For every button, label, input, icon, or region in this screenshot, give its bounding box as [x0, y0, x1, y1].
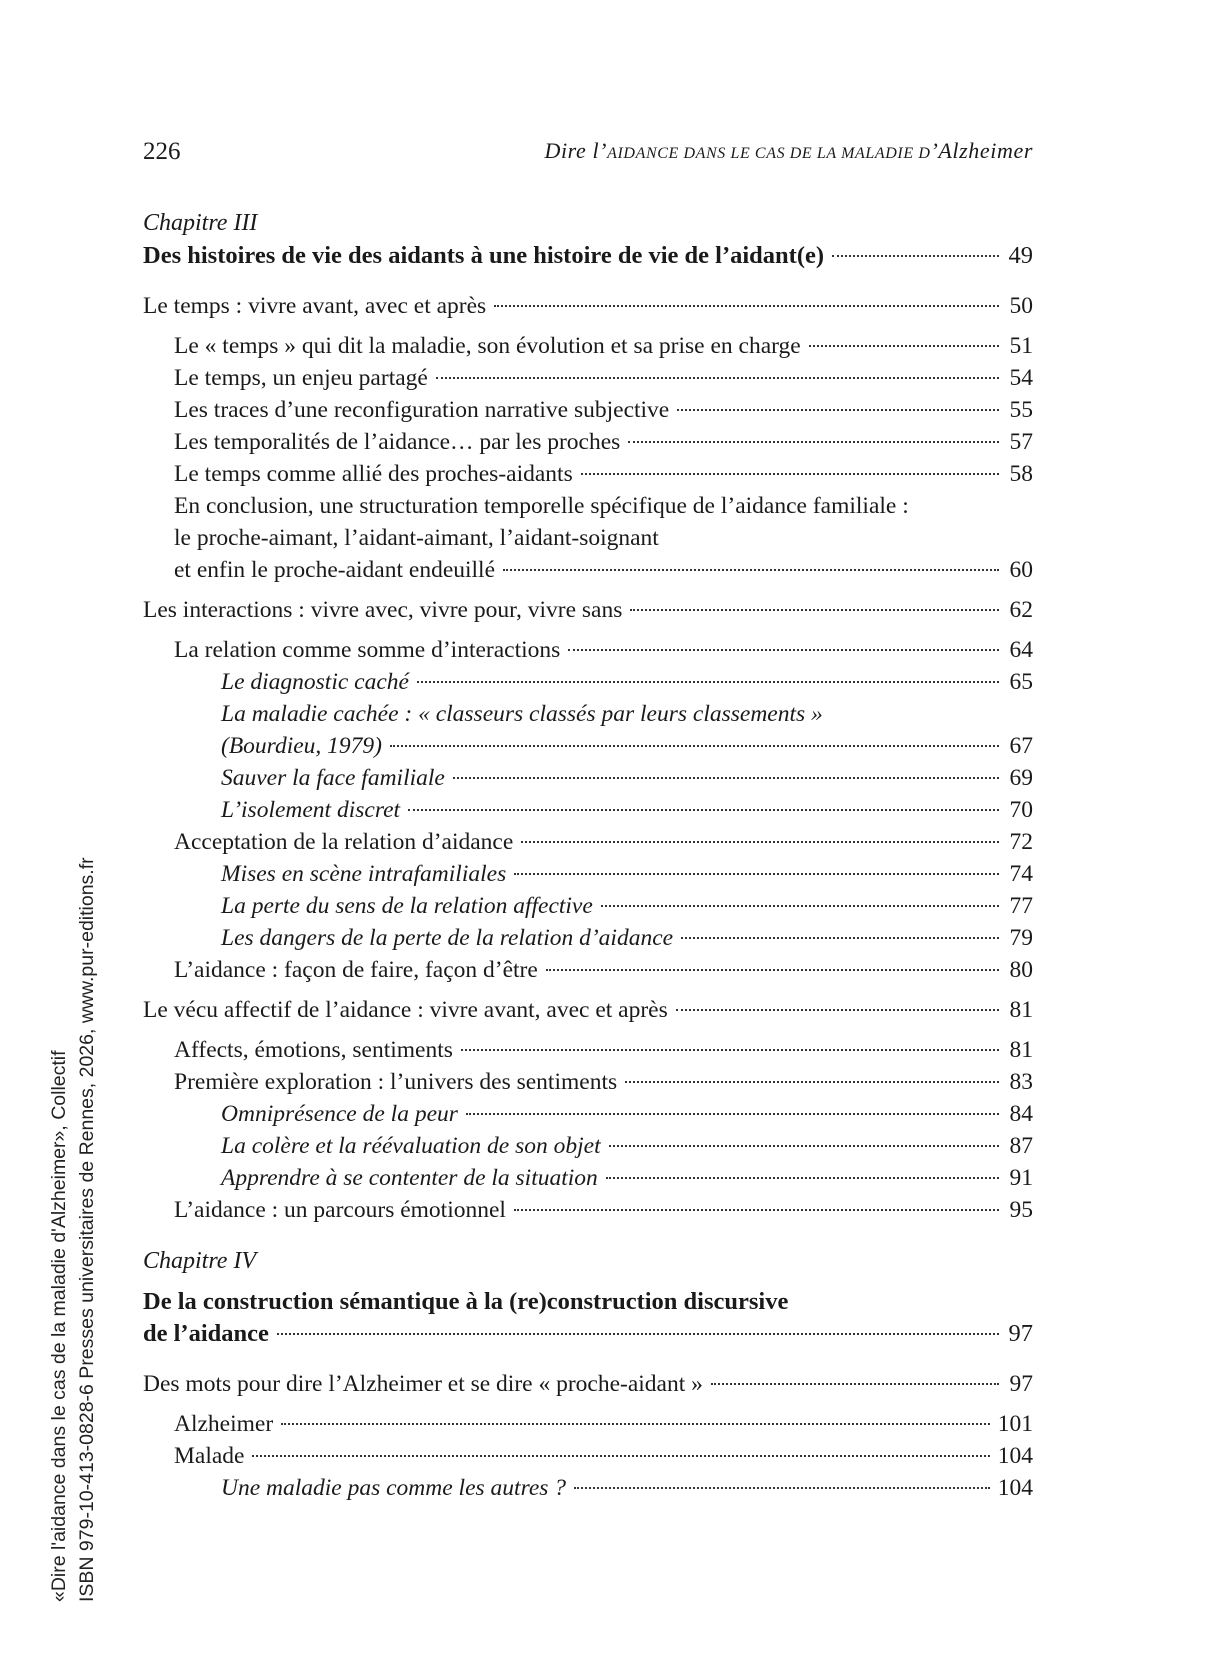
- toc-subsection: [143, 330, 1033, 362]
- toc-subsubsection: [143, 762, 1033, 794]
- dot-leader: [277, 1333, 999, 1335]
- toc-text: Alzheimer: [174, 1411, 274, 1437]
- dot-leader: [832, 255, 999, 257]
- toc-section: [143, 994, 1033, 1026]
- dot-leader: [711, 1383, 999, 1385]
- toc-text: La colère et la réévaluation de son objet: [221, 1133, 601, 1159]
- dot-leader: [417, 681, 999, 683]
- toc-text: La relation comme somme d’interactions: [174, 637, 561, 663]
- toc-text: et enfin le proche-aidant endeuillé: [174, 557, 496, 583]
- chapter-label: Chapitre IV: [143, 1248, 257, 1274]
- toc-section: [143, 1368, 1033, 1400]
- dot-leader: [436, 377, 999, 379]
- toc-subsection: [143, 1194, 1033, 1226]
- dot-leader: [514, 873, 999, 875]
- page-ref: 57: [1009, 429, 1033, 455]
- toc-subsection: [143, 1066, 1033, 1098]
- toc-text: Les interactions : vivre avec, vivre pour, vivre sans: [143, 597, 623, 623]
- toc-subsubsection: [143, 1130, 1033, 1162]
- page-ref: 62: [1009, 597, 1033, 623]
- toc-subsection: [143, 426, 1033, 458]
- page-ref: 83: [1009, 1069, 1033, 1095]
- table-of-contents: [143, 206, 1033, 1504]
- dot-leader: [453, 777, 999, 779]
- toc-subsubsection: [143, 794, 1033, 826]
- running-title-part: AIDANCE DANS LE CAS DE LA MALADIE D: [607, 145, 931, 162]
- chapter-label: Chapitre III: [143, 210, 258, 236]
- sidebar-line: «Dire l'aidance dans le cas de la maladie d'Alzheimer», Collectif: [48, 1050, 70, 1602]
- dot-leader: [581, 473, 999, 475]
- page-ref: 79: [1009, 925, 1033, 951]
- toc-text: Les traces d’une reconfiguration narrative subjective: [174, 397, 670, 423]
- toc-text: Sauver la face familiale: [221, 765, 445, 791]
- page-ref: 87: [1009, 1133, 1033, 1159]
- toc-subsubsection: [143, 922, 1033, 954]
- toc-text: Le temps, un enjeu partagé: [174, 365, 428, 391]
- toc-subsection: [143, 1440, 1033, 1472]
- chapter-title: [143, 1318, 1033, 1350]
- page-ref: 84: [1009, 1101, 1033, 1127]
- page-ref: 91: [1009, 1165, 1033, 1191]
- running-title-part: Dire l’: [544, 138, 608, 163]
- page-ref: 81: [1009, 997, 1033, 1023]
- toc-subsubsection: [143, 666, 1033, 698]
- toc-subsubsection: [143, 1472, 1033, 1504]
- toc-text: Le temps : vivre avant, avec et après: [143, 293, 487, 319]
- toc-subsection: [143, 1408, 1033, 1440]
- dot-leader: [503, 569, 999, 571]
- dot-leader: [252, 1455, 989, 1457]
- toc-text: Acceptation de la relation d’aidance: [174, 829, 514, 855]
- page-ref: 104: [997, 1475, 1033, 1501]
- toc-subsubsection: [143, 858, 1033, 890]
- page-number: 226: [143, 138, 181, 165]
- dot-leader: [466, 1113, 999, 1115]
- toc-subsection: [143, 634, 1033, 666]
- toc-text: le proche-aimant, l’aidant-aimant, l’aidant-soignant: [174, 525, 659, 551]
- toc-subsubsection: [143, 698, 1033, 762]
- page-ref: 97: [1008, 1320, 1033, 1347]
- dot-leader: [494, 305, 999, 307]
- toc-text: Omniprésence de la peur: [221, 1101, 458, 1127]
- toc-subsection: [143, 954, 1033, 986]
- page-ref: 51: [1009, 333, 1033, 359]
- running-header: [143, 138, 1033, 172]
- sidebar-line: ISBN 979-10-413-0828-6 Presses universitaires de Rennes, 2026, www.pur-editions.fr: [76, 857, 98, 1602]
- copyright-sidebar: [45, 702, 105, 1602]
- page-ref: 64: [1009, 637, 1033, 663]
- toc-subsection: [143, 362, 1033, 394]
- dot-leader: [461, 1049, 999, 1051]
- page-ref: 101: [997, 1411, 1033, 1437]
- dot-leader: [625, 1081, 999, 1083]
- toc-section: [143, 594, 1033, 626]
- toc-text: Mises en scène intrafamiliales: [221, 861, 507, 887]
- page-ref: 54: [1009, 365, 1033, 391]
- page-ref: 49: [1008, 242, 1033, 269]
- toc-text: La perte du sens de la relation affective: [221, 893, 593, 919]
- dot-leader: [390, 745, 999, 747]
- toc-text: Apprendre à se contenter de la situation: [221, 1165, 598, 1191]
- toc-text: Le « temps » qui dit la maladie, son évolution et sa prise en charge: [174, 333, 801, 359]
- page-ref: 50: [1009, 293, 1033, 319]
- page-ref: 69: [1009, 765, 1033, 791]
- toc-text: Affects, émotions, sentiments: [174, 1037, 453, 1063]
- dot-leader: [809, 345, 999, 347]
- page-ref: 97: [1009, 1371, 1033, 1397]
- dot-leader: [676, 1009, 999, 1011]
- page-ref: 70: [1009, 797, 1033, 823]
- dot-leader: [574, 1487, 990, 1489]
- toc-text: Le temps comme allié des proches-aidants: [174, 461, 573, 487]
- toc-subsubsection: [143, 1162, 1033, 1194]
- page-ref: 74: [1009, 861, 1033, 887]
- chapter-title-text: Des histoires de vie des aidants à une histoire de vie de l’aidant(e): [143, 242, 825, 269]
- toc-text: La maladie cachée : « classeurs classés par leurs classements »: [221, 701, 823, 727]
- dot-leader: [408, 809, 999, 811]
- dot-leader: [521, 841, 999, 843]
- chapter-title: [143, 240, 1033, 272]
- page-ref: 72: [1009, 829, 1033, 855]
- toc-subsubsection: [143, 890, 1033, 922]
- toc-subsection: [143, 490, 1033, 586]
- toc-text: L’aidance : façon de faire, façon d’être: [174, 957, 538, 983]
- toc-section: [143, 290, 1033, 322]
- page-ref: 55: [1009, 397, 1033, 423]
- toc-text: Le vécu affectif de l’aidance : vivre avant, avec et après: [143, 997, 668, 1023]
- toc-subsection: [143, 1034, 1033, 1066]
- toc-subsubsection: [143, 1098, 1033, 1130]
- page-ref: 58: [1009, 461, 1033, 487]
- page-ref: 95: [1009, 1197, 1033, 1223]
- dot-leader: [281, 1423, 990, 1425]
- page-ref: 80: [1009, 957, 1033, 983]
- toc-text: Première exploration : l’univers des sentiments: [174, 1069, 618, 1095]
- dot-leader: [514, 1209, 999, 1211]
- dot-leader: [628, 441, 999, 443]
- toc-subsection: [143, 826, 1033, 858]
- page-ref: 67: [1009, 733, 1033, 759]
- chapter-title-text: de l’aidance: [143, 1320, 269, 1347]
- dot-leader: [609, 1145, 999, 1147]
- dot-leader: [677, 409, 999, 411]
- running-title-part: ’Alzheimer: [930, 138, 1033, 163]
- running-title: [544, 138, 1033, 164]
- page-ref: 65: [1009, 669, 1033, 695]
- toc-text: Les temporalités de l’aidance… par les proches: [174, 429, 621, 455]
- page-ref: 77: [1009, 893, 1033, 919]
- toc-text: Les dangers de la perte de la relation d’aidance: [221, 925, 674, 951]
- chapter-title-text: De la construction sémantique à la (re)construction discursive: [143, 1288, 789, 1315]
- toc-subsection: [143, 458, 1033, 490]
- toc-text: Le diagnostic caché: [221, 669, 409, 695]
- page-ref: 104: [997, 1443, 1033, 1469]
- toc-text: En conclusion, une structuration temporelle spécifique de l’aidance familiale :: [174, 493, 909, 519]
- dot-leader: [568, 649, 999, 651]
- toc-subsection: [143, 394, 1033, 426]
- dot-leader: [601, 905, 999, 907]
- toc-text: Une maladie pas comme les autres ?: [221, 1475, 567, 1501]
- dot-leader: [546, 969, 999, 971]
- toc-text: L’aidance : un parcours émotionnel: [174, 1197, 506, 1223]
- page-ref: 81: [1009, 1037, 1033, 1063]
- toc-text: Malade: [174, 1443, 245, 1469]
- dot-leader: [630, 609, 999, 611]
- dot-leader: [606, 1177, 999, 1179]
- dot-leader: [681, 937, 999, 939]
- page-ref: 60: [1009, 557, 1033, 583]
- toc-text: (Bourdieu, 1979): [221, 733, 382, 759]
- toc-text: Des mots pour dire l’Alzheimer et se dire « proche-aidant »: [143, 1371, 703, 1397]
- toc-text: L’isolement discret: [221, 797, 401, 823]
